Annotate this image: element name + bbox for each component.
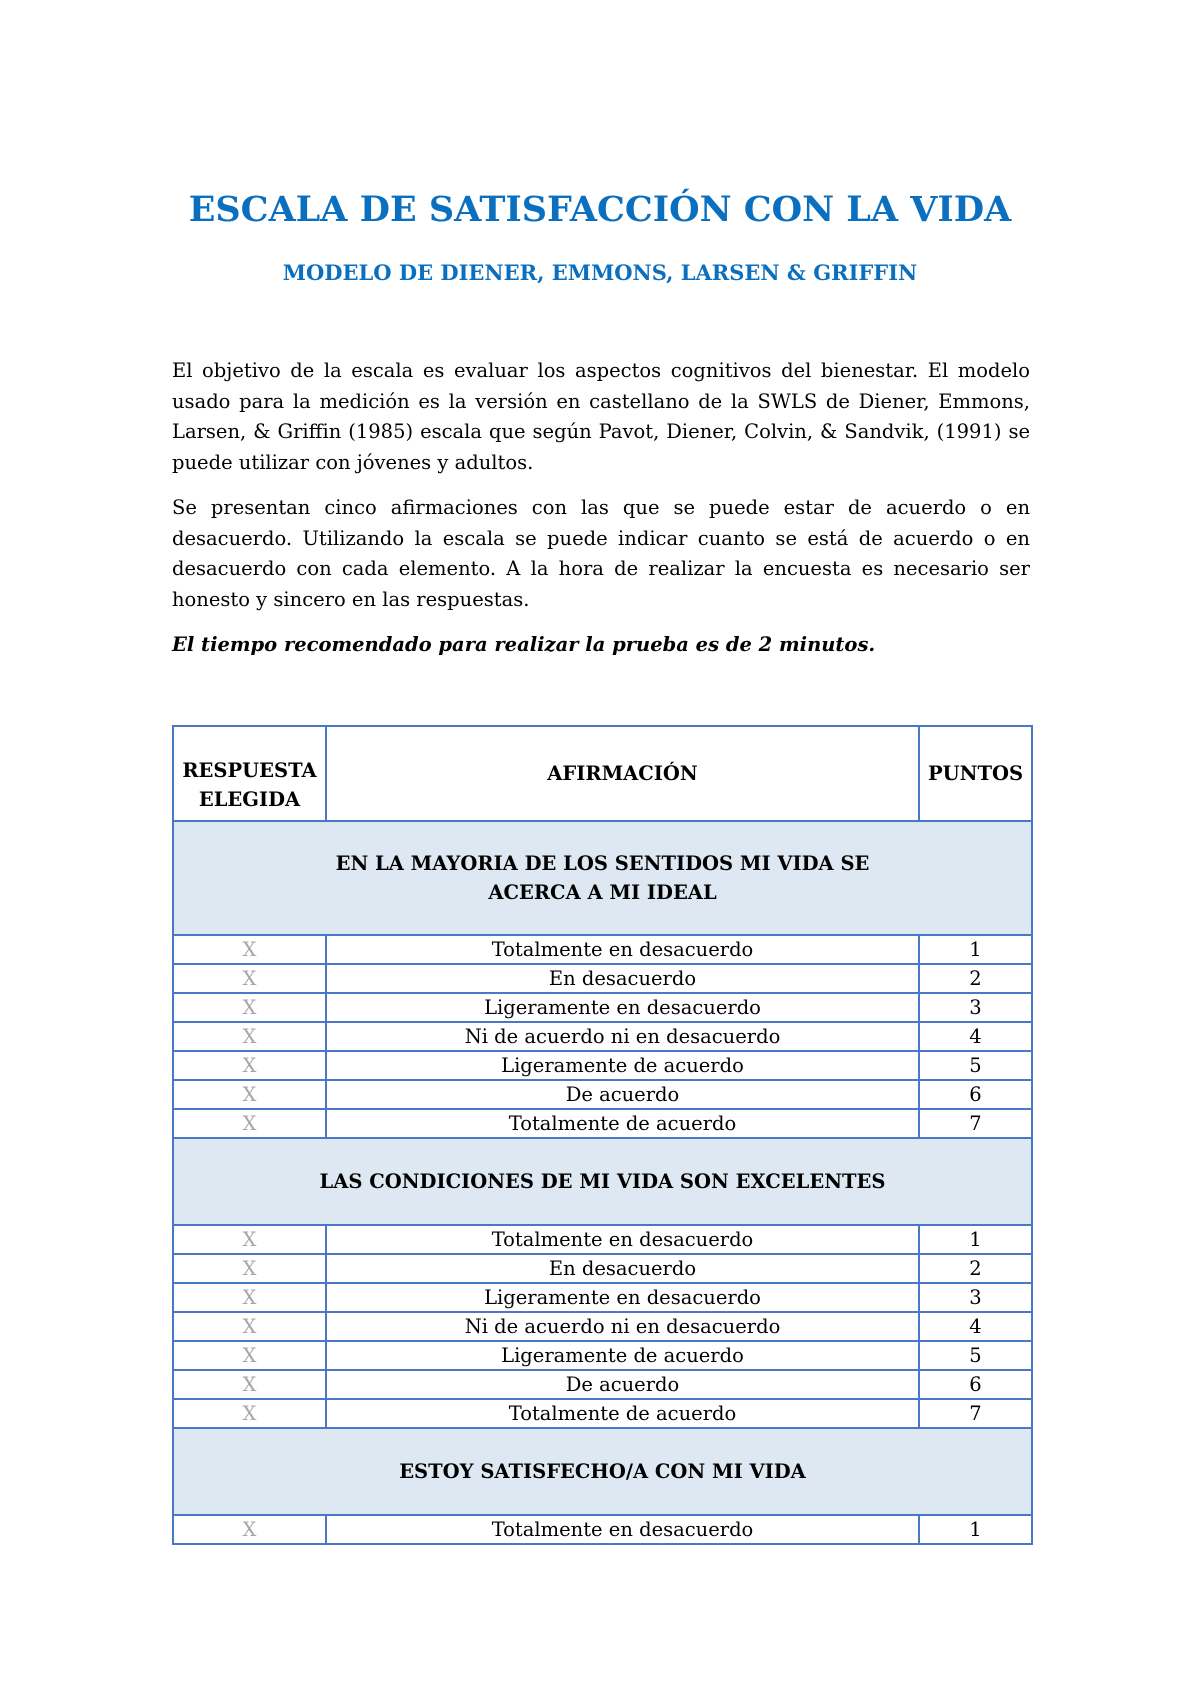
answer-mark-cell[interactable]: X: [173, 1370, 326, 1399]
header-statement: AFIRMACIÓN: [326, 726, 919, 821]
option-row: [173, 1080, 1032, 1109]
statement-row: [173, 821, 1032, 935]
option-points: 6: [919, 1080, 1032, 1109]
page-title: ESCALA DE SATISFACCIÓN CON LA VIDA: [188, 189, 1012, 230]
option-row: [173, 1254, 1032, 1283]
option-points: 4: [919, 1312, 1032, 1341]
option-label: De acuerdo: [326, 1370, 919, 1399]
scale-table: [172, 725, 1033, 1545]
answer-mark-cell[interactable]: X: [173, 1254, 326, 1283]
option-row: [173, 1312, 1032, 1341]
intro-paragraph: El objetivo de la escala es evaluar los aspectos cognitivos del bienestar. El modelo usado para la medición es la versión en castellano de la SWLS de Diener, Emmons, Larsen, & Griffin (1985) escala que según Pavot, Diener, Colvin, & Sandvik, (1991) se puede utilizar con jóvenes y adultos.: [172, 359, 1030, 474]
answer-mark-cell[interactable]: X: [173, 1312, 326, 1341]
option-points: 5: [919, 1051, 1032, 1080]
option-points: 6: [919, 1370, 1032, 1399]
statement-text: ESTOY SATISFECHO/A CON MI VIDA: [173, 1428, 1032, 1515]
option-row: [173, 1022, 1032, 1051]
answer-mark-cell[interactable]: X: [173, 935, 326, 964]
option-row: [173, 964, 1032, 993]
answer-mark-cell[interactable]: X: [173, 964, 326, 993]
option-row: [173, 1225, 1032, 1254]
table-header-row: [173, 726, 1032, 821]
option-row: [173, 935, 1032, 964]
option-label: Totalmente en desacuerdo: [326, 1225, 919, 1254]
option-label: En desacuerdo: [326, 964, 919, 993]
option-label: Totalmente en desacuerdo: [326, 1515, 919, 1544]
answer-mark-cell[interactable]: X: [173, 1341, 326, 1370]
option-label: Ligeramente en desacuerdo: [326, 993, 919, 1022]
answer-mark-cell[interactable]: X: [173, 1080, 326, 1109]
option-points: 1: [919, 935, 1032, 964]
header-points: PUNTOS: [919, 726, 1032, 821]
option-row: [173, 1341, 1032, 1370]
header-answer: RESPUESTA ELEGIDA: [173, 726, 326, 821]
option-points: 7: [919, 1399, 1032, 1428]
option-points: 3: [919, 993, 1032, 1022]
statement-text: EN LA MAYORIA DE LOS SENTIDOS MI VIDA SE ACERCA A MI IDEAL: [173, 821, 1032, 935]
option-row: [173, 1109, 1032, 1138]
answer-mark-cell[interactable]: X: [173, 1051, 326, 1080]
option-row: [173, 993, 1032, 1022]
option-label: Totalmente en desacuerdo: [326, 935, 919, 964]
statement-row: [173, 1428, 1032, 1515]
option-label: En desacuerdo: [326, 1254, 919, 1283]
option-points: 3: [919, 1283, 1032, 1312]
page-subtitle: MODELO DE DIENER, EMMONS, LARSEN & GRIFFIN: [282, 260, 918, 285]
option-row: [173, 1283, 1032, 1312]
option-label: Ligeramente en desacuerdo: [326, 1283, 919, 1312]
option-label: Totalmente de acuerdo: [326, 1109, 919, 1138]
option-label: Ligeramente de acuerdo: [326, 1341, 919, 1370]
answer-mark-cell[interactable]: X: [173, 1022, 326, 1051]
option-points: 2: [919, 1254, 1032, 1283]
option-label: Ni de acuerdo ni en desacuerdo: [326, 1022, 919, 1051]
option-label: De acuerdo: [326, 1080, 919, 1109]
intro-text: [172, 356, 1030, 676]
option-row: [173, 1399, 1032, 1428]
answer-mark-cell[interactable]: X: [173, 993, 326, 1022]
option-points: 1: [919, 1225, 1032, 1254]
option-label: Totalmente de acuerdo: [326, 1399, 919, 1428]
option-points: 2: [919, 964, 1032, 993]
option-points: 4: [919, 1022, 1032, 1051]
answer-mark-cell[interactable]: X: [173, 1225, 326, 1254]
option-points: 7: [919, 1109, 1032, 1138]
option-points: 5: [919, 1341, 1032, 1370]
statement-text: LAS CONDICIONES DE MI VIDA SON EXCELENTES: [173, 1138, 1032, 1225]
answer-mark-cell[interactable]: X: [173, 1283, 326, 1312]
option-row: [173, 1370, 1032, 1399]
option-row: [173, 1515, 1032, 1544]
answer-mark-cell[interactable]: X: [173, 1515, 326, 1544]
option-points: 1: [919, 1515, 1032, 1544]
option-row: [173, 1051, 1032, 1080]
option-label: Ni de acuerdo ni en desacuerdo: [326, 1312, 919, 1341]
intro-paragraph: Se presentan cinco afirmaciones con las que se puede estar de acuerdo o en desacuerdo. Utilizando la escala se puede indicar cuanto se está de acuerdo o en desacuerdo con cada elemento. A la hora de realizar la encuesta es necesario ser honesto y sincero en las respuestas.: [172, 496, 1030, 611]
answer-mark-cell[interactable]: X: [173, 1399, 326, 1428]
option-label: Ligeramente de acuerdo: [326, 1051, 919, 1080]
answer-mark-cell[interactable]: X: [173, 1109, 326, 1138]
time-note: El tiempo recomendado para realizar la prueba es de 2 minutos.: [172, 633, 876, 656]
statement-row: [173, 1138, 1032, 1225]
